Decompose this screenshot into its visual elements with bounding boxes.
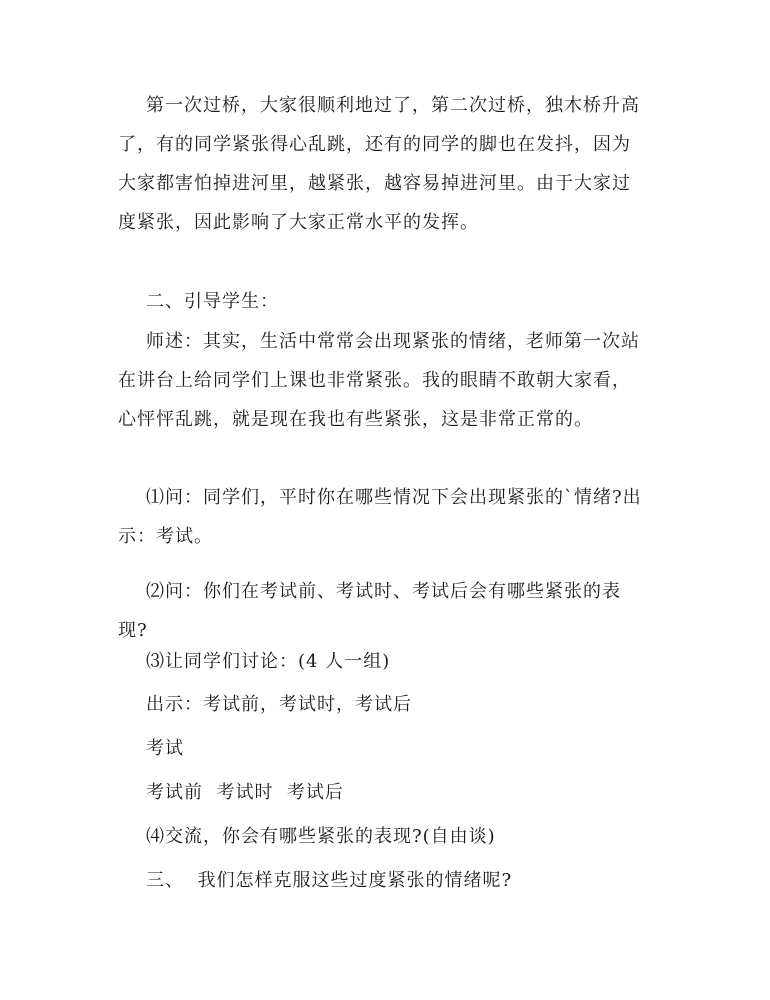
paragraph-bridge-story: 第一次过桥，大家很顺利地过了，第二次过桥，独木桥升高了，有的同学紧张得心乱跳，还有的同学的脚也在发抖，因为大家都害怕掉进河里，越紧张，越容易掉进河里。由于大家过度紧张，因此影响了大家正常水平的发挥。 — [118, 95, 640, 233]
question-1: ⑴问：同学们，平时你在哪些情况下会出现紧张的`情绪?出示：考试。 — [118, 487, 642, 547]
question-4: ⑷交流，你会有哪些紧张的表现?(自由谈) — [146, 826, 496, 847]
question-3: ⑶让同学们讨论：(4 人一组) — [146, 651, 391, 672]
section-heading-overcome-nervousness: 三、 我们怎样克服这些过度紧张的情绪呢? — [146, 870, 513, 891]
exam-heading: 考试 — [146, 738, 184, 759]
paragraph-teacher-narration: 师述：其实，生活中常常会出现紧张的情绪，老师第一次站在讲台上给同学们上课也非常紧张。我的眼睛不敢朝大家看，心怦怦乱跳，就是现在我也有些紧张，这是非常正常的。 — [118, 331, 640, 430]
section-heading-guide-students: 二、引导学生： — [146, 291, 279, 312]
exam-stages-row: 考试前 考试时 考试后 — [146, 782, 344, 803]
show-exam-stages: 出示：考试前，考试时，考试后 — [146, 694, 412, 715]
question-2: ⑵问：你们在考试前、考试时、考试后会有哪些紧张的表现? — [118, 581, 621, 641]
